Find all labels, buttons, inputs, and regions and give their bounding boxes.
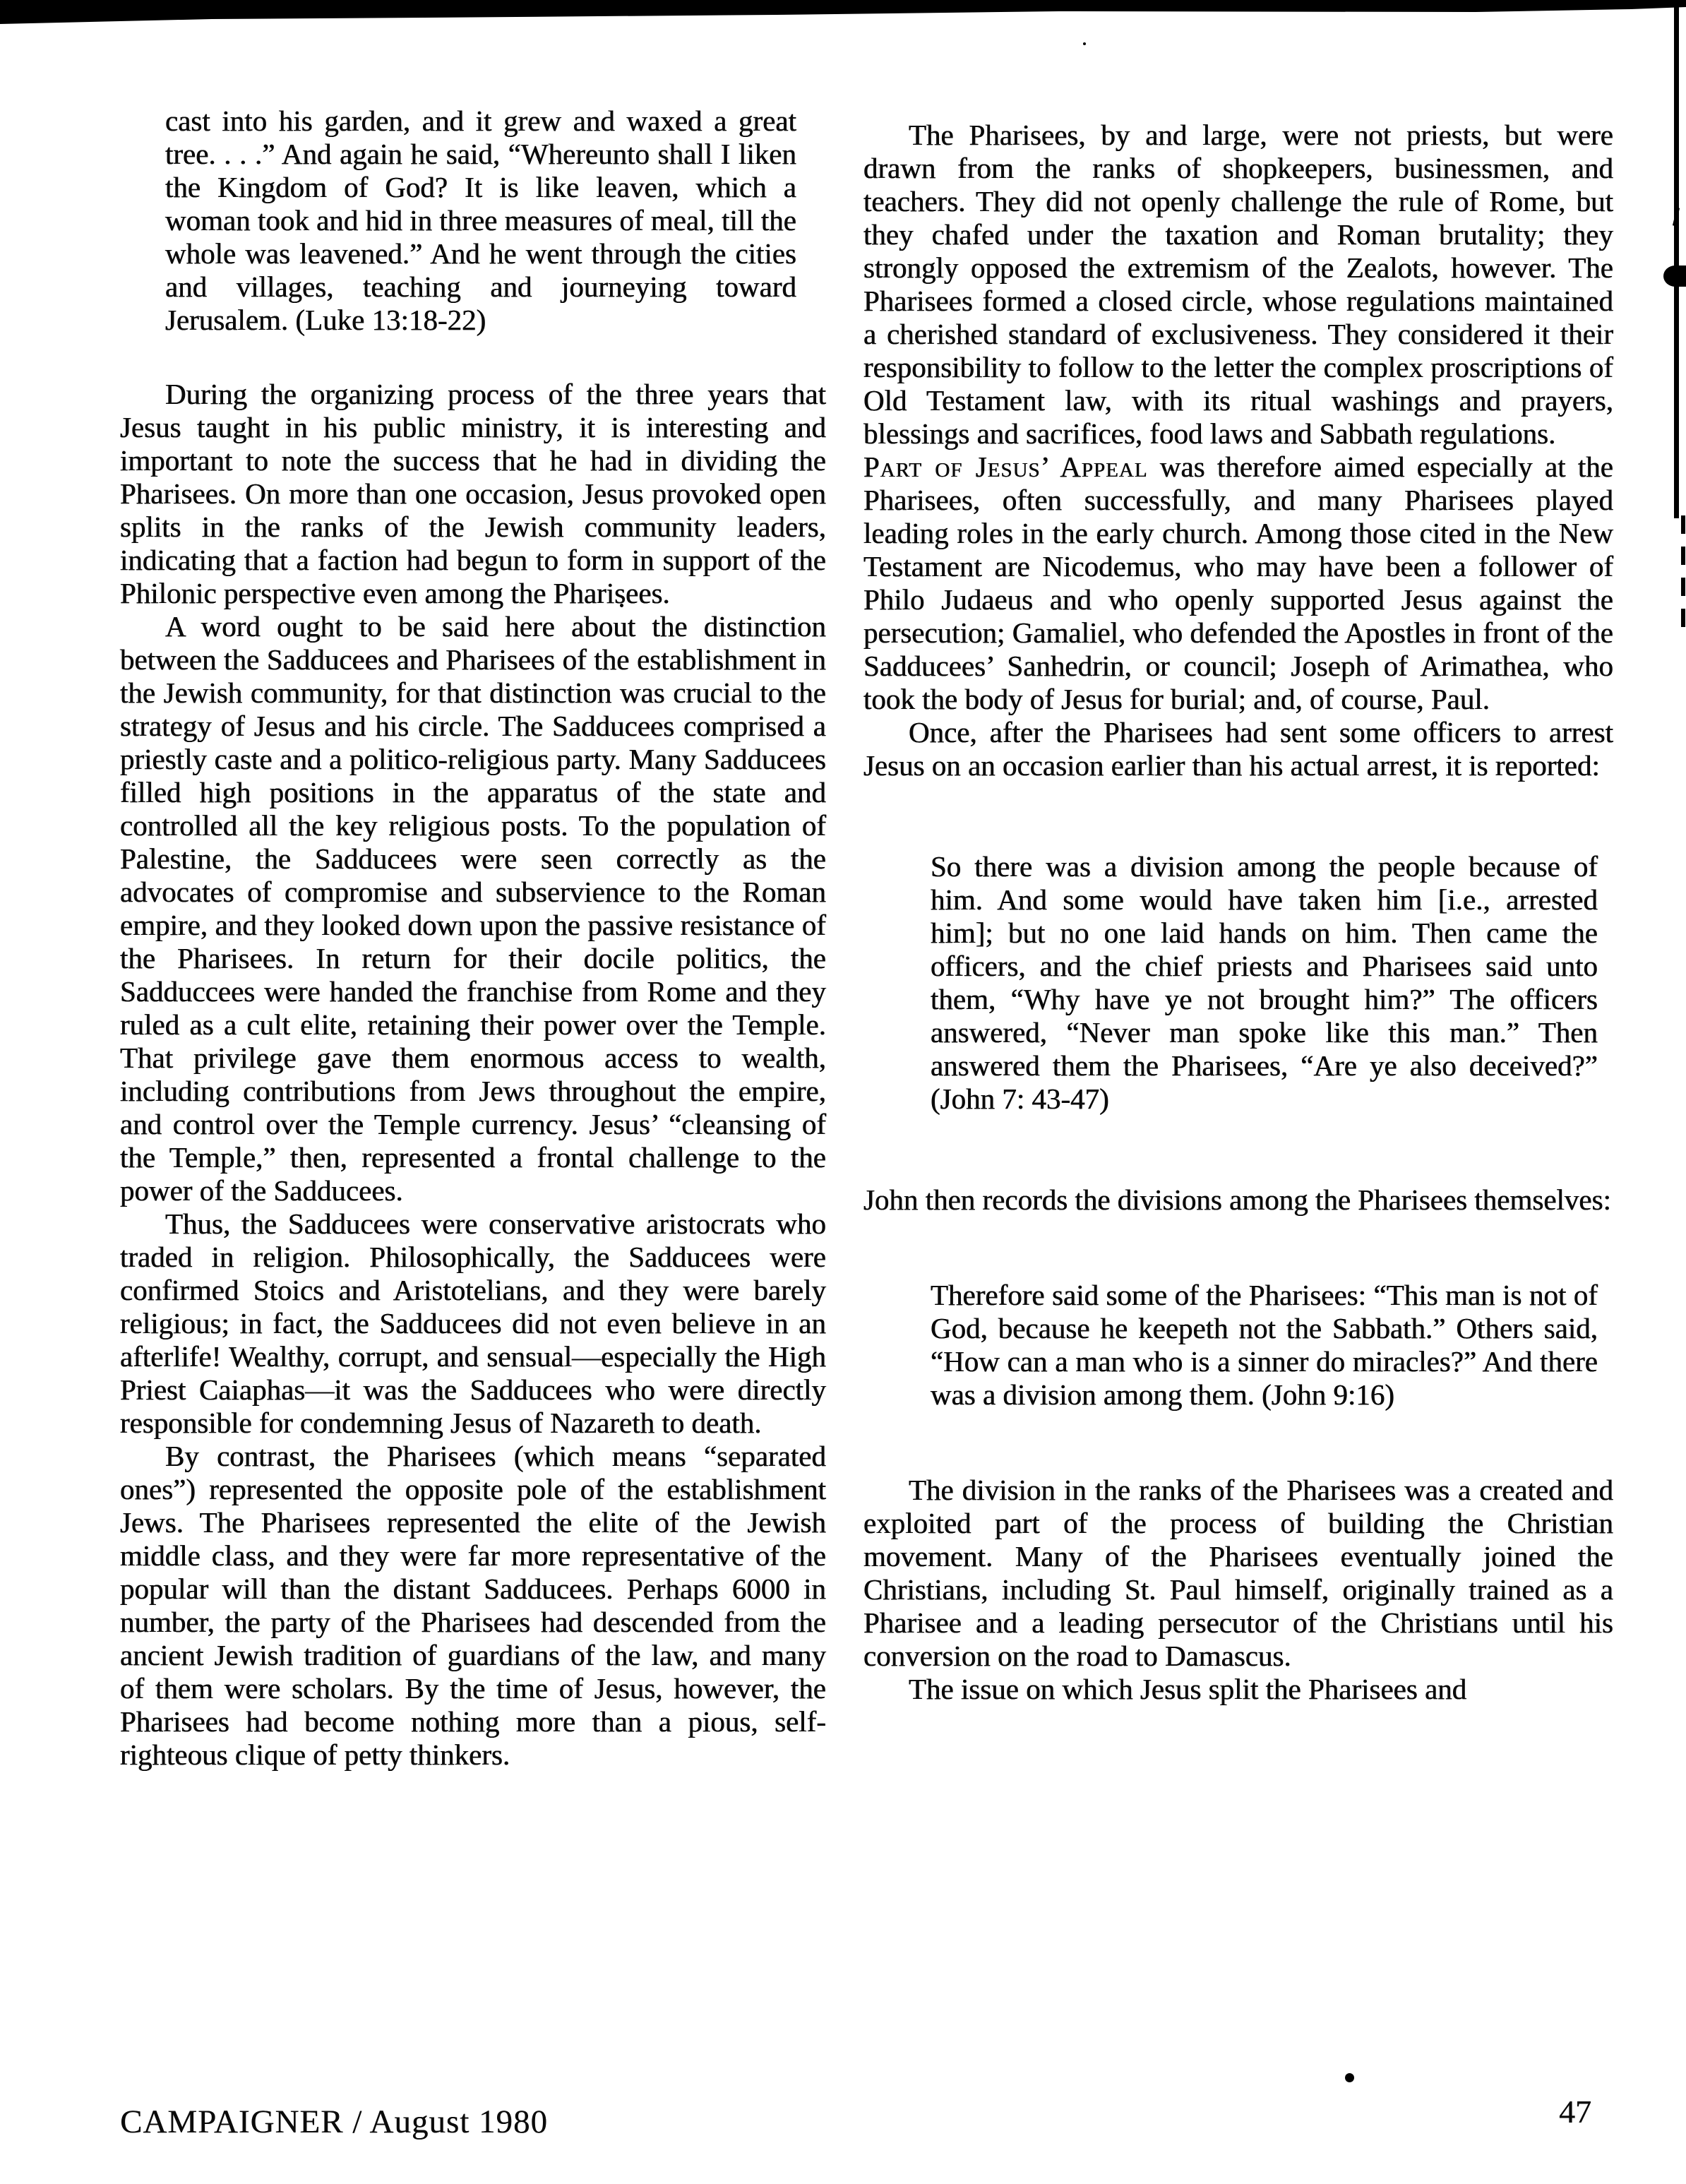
block-quote-john9: Therefore said some of the Pharisees: “This man is not of God, because he keepeth not the Sabbath.” Others said, “How can a man who is a sinner do miracles?” And there was a division among them. (John 9:16) <box>931 1279 1598 1411</box>
footer-journal-title: CAMPAIGNER / August 1980 <box>120 2104 548 2140</box>
left-column <box>120 105 826 1772</box>
paragraph-john-records: John then records the divisions among the Pharisees themselves: <box>863 1183 1611 1216</box>
paragraph-part-of-jesus-appeal <box>863 450 1613 716</box>
paragraph-thus-sadducees: Thus, the Sadducees were conservative aristocrats who traded in religion. Philosophically, the Sadducees were confirmed Stoics and Aristotelians, and they were barely religious; in fact, the Sadducees did not even believe in an afterlife! Wealthy, corrupt, and sensual—especially the High Priest Caiaphas—it was the Sadducees who were directly responsible for condemning Jesus of Nazareth to death. <box>120 1207 826 1439</box>
heading-paragraph-rest: was therefore aimed especially at the Pharisees, often successfully, and many Pharisees played leading roles in the early church. Among those cited in the New Testament are Nicodemus, who may have been a follower of Philo Judaeus and who openly supported Jesus against the persecution; Gamaliel, who defended the Apostles in front of the Sadducees’ Sanhedrin, or council; Joseph of Arimathea, who took the body of Jesus for burial; and, of course, Paul. <box>863 450 1613 715</box>
paragraph-division-in-ranks: The division in the ranks of the Pharisees was a created and exploited part of the process of building the Christian movement. Many of the Pharisees eventually joined the Christians, including St. Paul himself, originally trained as a Pharisee and a leading persecutor of the Christians until his conversion on the road to Damascus. <box>863 1474 1613 1672</box>
paragraph-the-issue: The issue on which Jesus split the Pharisees and <box>909 1673 1467 1705</box>
scan-speck <box>1083 42 1086 45</box>
paragraph-during-organizing: During the organizing process of the three years that Jesus taught in his public ministry, it is interesting and important to note the success that he had in dividing the Pharisees. On more than one occasion, Jesus provoked open splits in the ranks of the Jewish community leaders, indicating that a faction had begun to form in support of the Philonic perspective even among the Pharisees. <box>120 378 826 609</box>
scan-artifact-top-band <box>0 0 1686 28</box>
block-quote-luke: cast into his garden, and it grew and waxed a great tree. . . .” And again he said, “Whereunto shall I liken the Kingdom of God? It is like leaven, which a woman took and hid in three measures of meal, till the whole was leavened.” And he went through the cities and villages, teaching and journeying toward Jerusalem. (Luke 13:18-22) <box>165 105 796 336</box>
paragraph-once-after: Once, after the Pharisees had sent some officers to arrest Jesus on an occasion earlier than his actual arrest, it is reported: <box>863 716 1613 782</box>
scan-artifact-right-edge-dashes <box>1681 515 1685 630</box>
scan-artifact-ink-blob <box>1663 265 1686 287</box>
paragraph-pharisees-not-priests: The Pharisees, by and large, were not priests, but were drawn from the ranks of shopkeepers, businessmen, and teachers. They did not openly challenge the rule of Rome, but they chafed under the taxation and Roman brutality; they strongly opposed the extremism of the Zealots, however. The Pharisees formed a closed circle, whose regulations maintained a cherished standard of exclusiveness. They considered it their responsibility to follow to the letter the complex proscriptions of Old Testament law, with its ritual washings and prayers, blessings and sacrifices, food laws and Sabbath regulations. <box>863 119 1613 450</box>
scan-artifact-right-edge-line <box>1674 6 1679 518</box>
scan-artifact-ink-dot <box>1345 2073 1354 2082</box>
block-quote-john7: So there was a division among the people because of him. And some would have taken him [i.e., arrested him]; but no one laid hands on him. Then came the officers, and the chief priests and Pharisees said unto them, “Why have ye not brought him?” The officers answered, “Never man spoke like this man.” Then answered them the Pharisees, “Are ye also deceived?” (John 7: 43-47) <box>931 850 1598 1115</box>
page-number: 47 <box>1559 2094 1591 2130</box>
paragraph-by-contrast: By contrast, the Pharisees (which means “separated ones”) represented the opposite pole of the establishment Jews. The Pharisees represented the elite of the Jewish middle class, and they were far more representative of the popular will than the distant Sadducees. Perhaps 6000 in number, the party of the Pharisees had descended from the ancient Jewish tradition of guardians of the law, and many of them were scholars. By the time of Jesus, however, the Pharisees had become nothing more than a pious, self-righteous clique of petty thinkers. <box>120 1440 826 1771</box>
right-column <box>863 119 1613 1706</box>
small-caps-lead: Part of Jesus’ Appeal <box>863 450 1148 483</box>
paragraph-word-about-distinction: A word ought to be said here about the distinction between the Sadducees and Pharisees of the establishment in the Jewish community, for that distinction was crucial to the strategy of Jesus and his circle. The Sadducees comprised a priestly caste and a politico-religious party. Many Sadducees filled high positions in the apparatus of the state and controlled all the key religious posts. To the population of Palestine, the Sadducees were seen correctly as the advocates of compromise and subservience to the Roman empire, and they looked down upon the passive resistance of the Pharisees. In return for their docile politics, the Sadduccees were handed the franchise from Rome and they ruled as a cult elite, retaining their power over the Temple. That privilege gave them enormous access to wealth, including contributions from Jews throughout the empire, and control over the Temple currency. Jesus’ “cleansing of the Temple,” then, represented a frontal challenge to the power of the Sadducees. <box>120 610 826 1207</box>
